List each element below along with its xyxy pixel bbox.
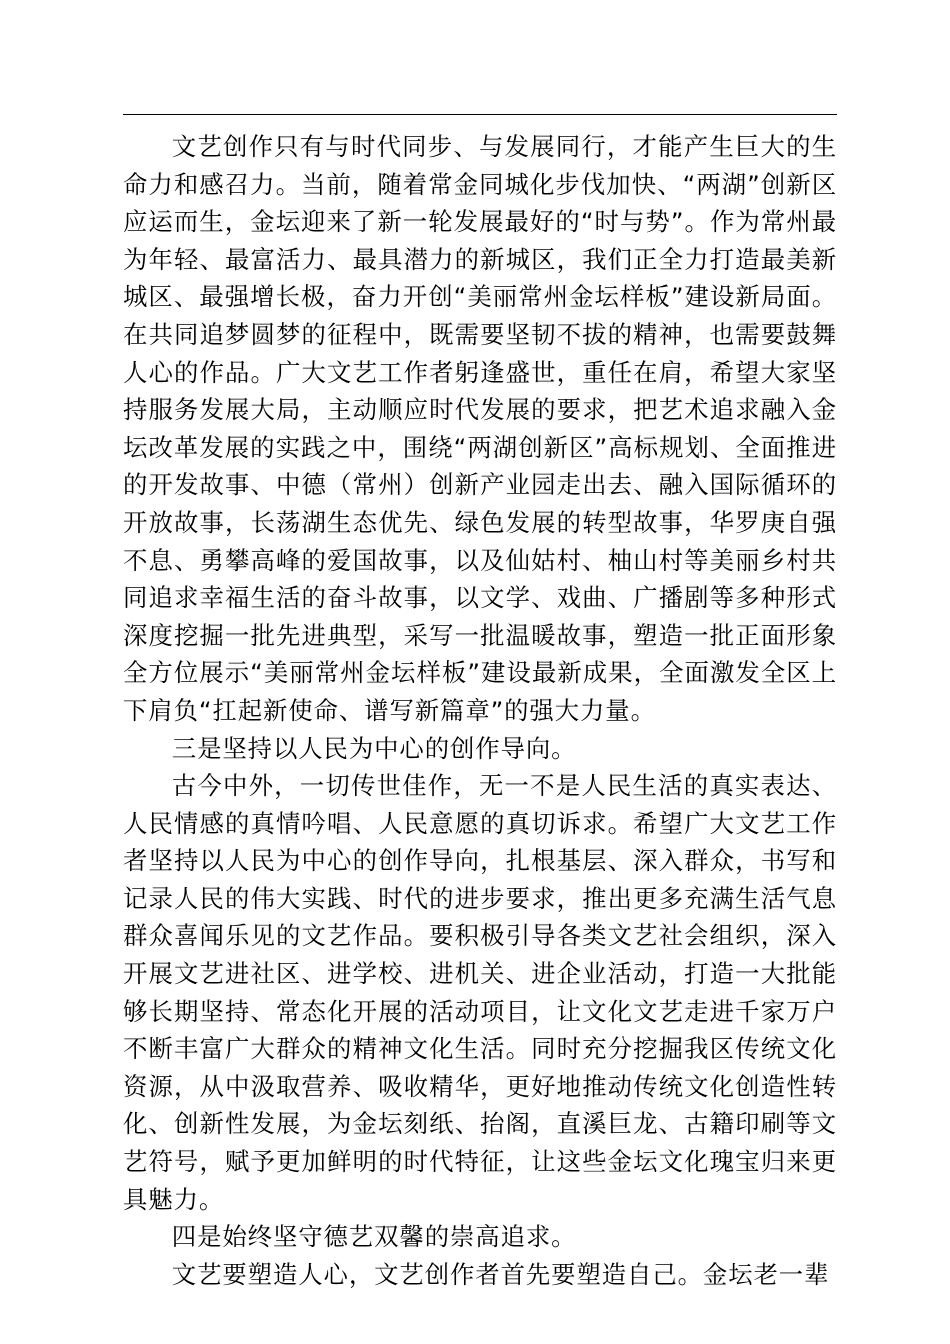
paragraph-virtue-and-art: 文艺要塑造人心，文艺创作者首先要塑造自己。金坛老一辈 — [171, 1259, 830, 1289]
header-rule — [123, 114, 837, 115]
section-heading-people-centered: 三是坚持以人民为中心的创作导向。 — [171, 733, 577, 763]
section-heading-virtue-and-art: 四是始终坚守德艺双馨的崇高追求。 — [171, 1222, 577, 1252]
document-body — [123, 128, 837, 1293]
paragraph-people-centered: 古今中外，一切传世佳作，无一不是人民生活的真实表达、人民情感的真情吟唱、人民意愿的真切诉求。希望广大文艺工作者坚持以人民为中心的创作导向，扎根基层、深入群众，书写和记录人民的伟大实践、时代的进步要求，推出更多充满生活气息群众喜闻乐见的文艺作品。要积极引导各类文艺社会组织，深入开展文艺进社区、进学校、进机关、进企业活动，打造一大批能够长期坚持、常态化开展的活动项目，让文化文艺走进千家万户不断丰富广大群众的精神文化生活。同时充分挖掘我区传统文化资源，从中汲取营养、吸收精华，更好地推动传统文化创造性转化、创新性发展，为金坛刻纸、抬阁，直溪巨龙、古籍印刷等文艺符号，赋予更加鲜明的时代特征，让这些金坛文化瑰宝归来更具魅力。 — [123, 771, 837, 1214]
paragraph-culture-creation: 文艺创作只有与时代同步、与发展同行，才能产生巨大的生命力和感召力。当前，随着常金同城化步伐加快、“两湖”创新区应运而生，金坛迎来了新一轮发展最好的“时与势”。作为常州最为年轻、最富活力、最具潜力的新城区，我们正全力打造最美新城区、最强增长极，奋力开创“美丽常州金坛样板”建设新局面。在共同追梦圆梦的征程中，既需要坚韧不拔的精神，也需要鼓舞人心的作品。广大文艺工作者躬逢盛世，重任在肩，希望大家坚持服务发展大局，主动顺应时代发展的要求，把艺术追求融入金坛改革发展的实践之中，围绕“两湖创新区”高标规划、全面推进的开发故事、中德（常州）创新产业园走出去、融入国际循环的开放故事，长荡湖生态优先、绿色发展的转型故事，华罗庚自强不息、勇攀高峰的爱国故事，以及仙姑村、柚山村等美丽乡村共同追求幸福生活的奋斗故事，以文学、戏曲、广播剧等多种形式深度挖掘一批先进典型，采写一批温暖故事，塑造一批正面形象全方位展示“美丽常州金坛样板”建设最新成果，全面激发全区上下肩负“扛起新使命、谱写新篇章”的强大力量。 — [123, 132, 837, 725]
